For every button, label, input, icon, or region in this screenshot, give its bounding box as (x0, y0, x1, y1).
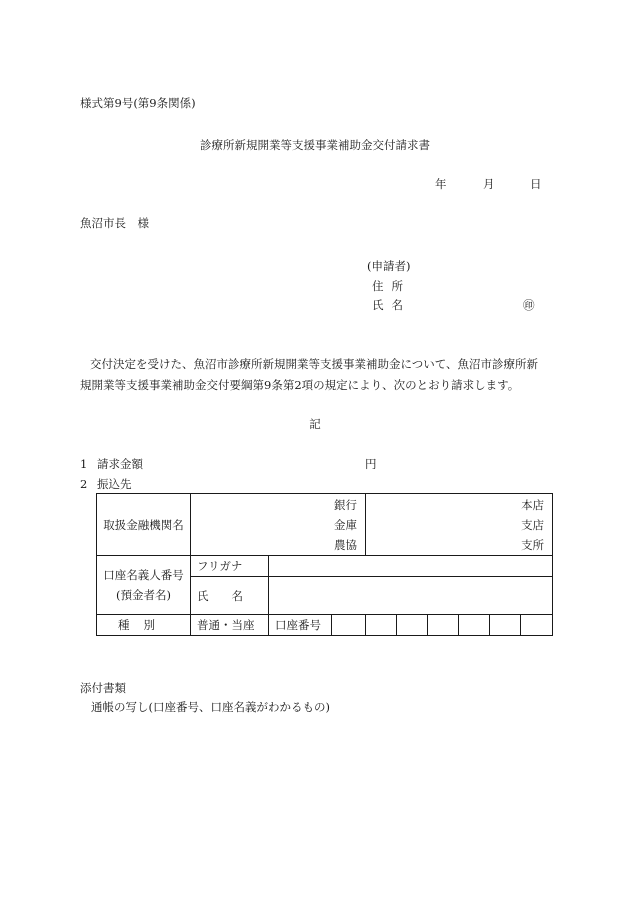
account-digit-cell[interactable] (428, 615, 459, 636)
account-digit-cell[interactable] (490, 615, 521, 636)
institution-label-cell: 取扱金融機関名 (97, 494, 191, 556)
depositor-name-label: (預金者名) (116, 588, 171, 602)
transfer-destination-label: 振込先 (97, 477, 132, 491)
institution-name-field[interactable] (191, 494, 366, 556)
addressee: 魚沼市長 様 (80, 216, 149, 230)
holder-name-label-cell: 氏 名 (191, 577, 269, 615)
account-digit-cell[interactable] (459, 615, 490, 636)
attachment-item: 通帳の写し(口座番号、口座名義がわかるもの) (91, 700, 330, 714)
yen-unit: 円 (365, 457, 377, 471)
item-number: 1 (80, 457, 88, 471)
account-digit-cell[interactable] (332, 615, 366, 636)
branch-type-head: 本店 (521, 497, 545, 512)
body-text-line-1: 交付決定を受けた、魚沼市診療所新規開業等支援事業補助金について、魚沼市診療所新 (90, 357, 539, 371)
branch-type-branch: 支店 (521, 517, 545, 532)
account-number-label-cell: 口座番号 (269, 615, 332, 636)
seal-mark: ㊞ (523, 298, 535, 312)
address-label: 住所 (372, 279, 411, 293)
name-label: 氏名 (372, 298, 411, 312)
institution-type-shinkin: 金庫 (334, 517, 358, 532)
account-holder-label-cell (97, 556, 191, 615)
account-holder-label: 口座名義人番号 (103, 568, 184, 582)
branch-name-field[interactable] (366, 494, 553, 556)
institution-type-bank: 銀行 (334, 497, 358, 512)
body-text-line-2: 規開業等支援事業補助金交付要綱第9条第2項の規定により、次のとおり請求します。 (80, 378, 520, 392)
account-type-label-cell: 種別 (97, 615, 191, 636)
holder-name-field[interactable] (269, 577, 553, 615)
institution-type-nokyo: 農協 (334, 537, 358, 552)
document-title: 診療所新規開業等支援事業補助金交付請求書 (200, 138, 430, 152)
account-digit-cell[interactable] (521, 615, 553, 636)
item-number: 2 (80, 477, 88, 491)
furigana-label-cell: フリガナ (191, 556, 269, 577)
account-digit-cell[interactable] (366, 615, 397, 636)
applicant-label: (申請者) (367, 259, 411, 273)
furigana-field[interactable] (269, 556, 553, 577)
date-year-label: 年 (435, 177, 447, 191)
branch-type-sub: 支所 (521, 537, 545, 552)
billing-amount-label: 請求金額 (97, 457, 143, 471)
form-number: 様式第9号(第9条関係) (80, 96, 196, 110)
ki-heading: 記 (309, 417, 321, 431)
bank-transfer-table (96, 493, 553, 636)
date-month-label: 月 (483, 177, 495, 191)
account-type-field[interactable]: 普通・当座 (191, 615, 269, 636)
attachments-title: 添付書類 (80, 681, 126, 695)
date-day-label: 日 (530, 177, 542, 191)
account-digit-cell[interactable] (397, 615, 428, 636)
